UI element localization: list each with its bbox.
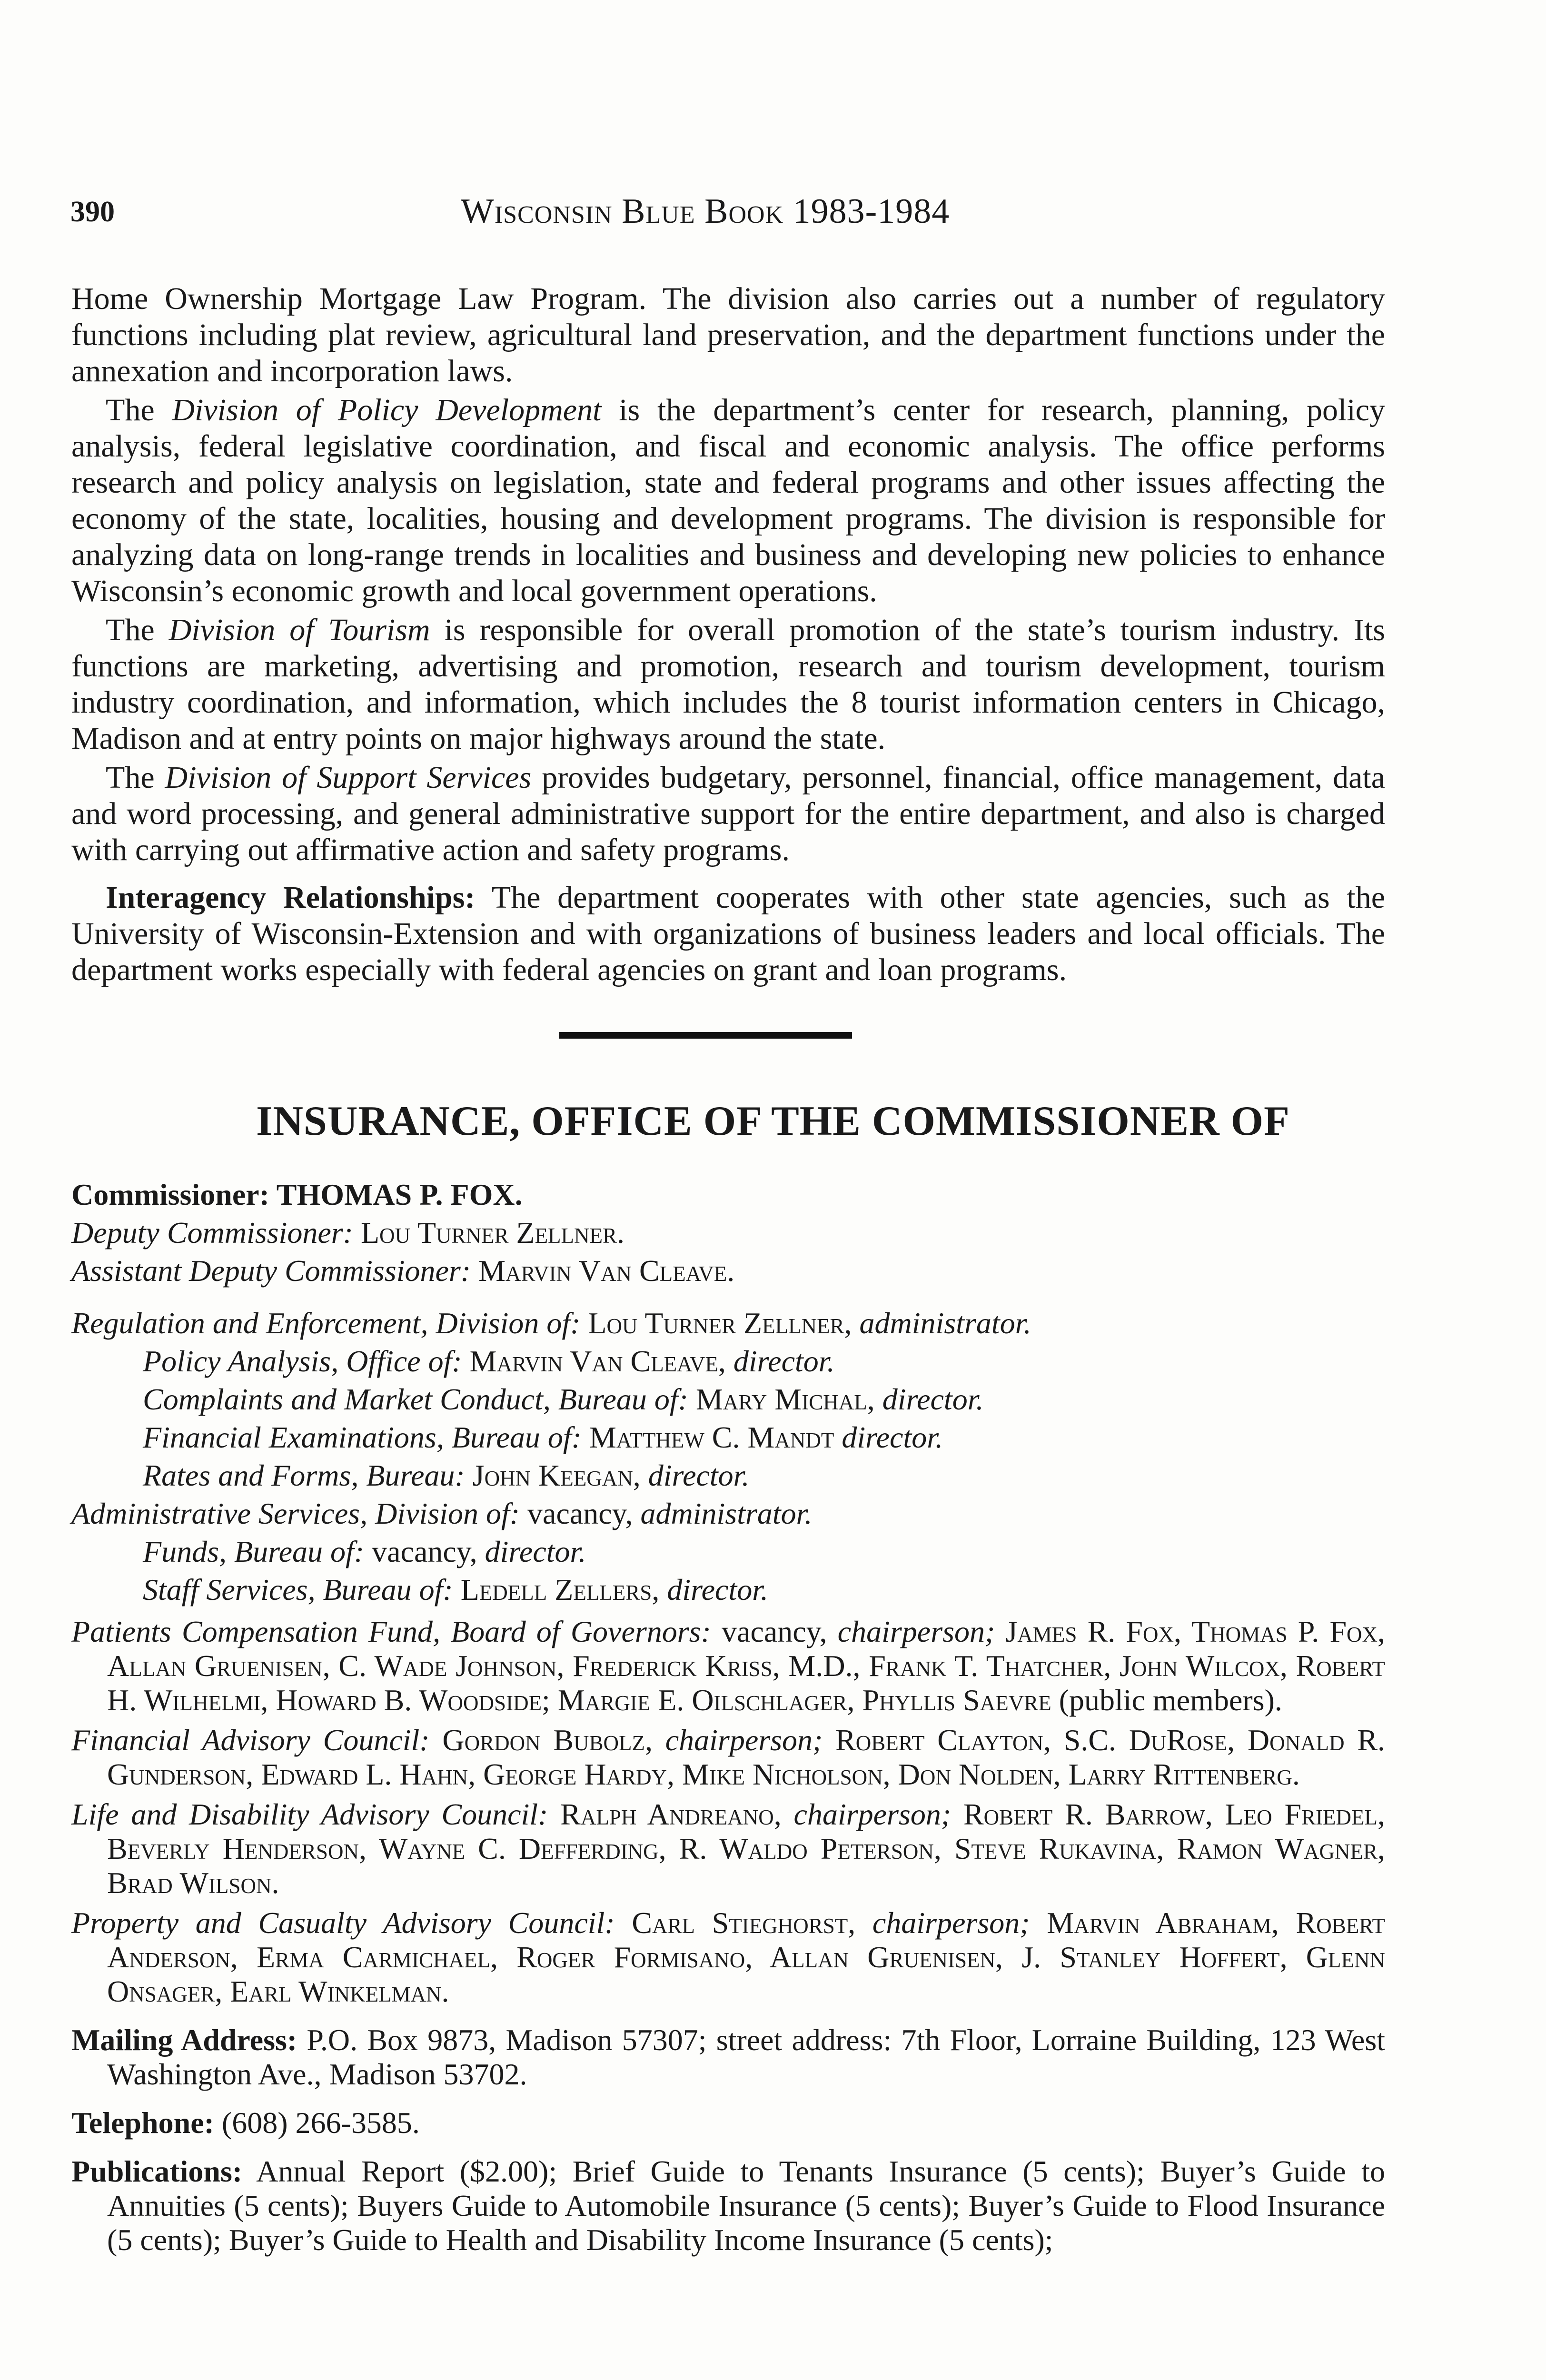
agency-directory xyxy=(71,1176,1385,2257)
section-heading: INSURANCE, OFFICE OF THE COMMISSIONER OF xyxy=(256,1098,1290,1144)
staff-services-bureau: Staff Services, Bureau of: Ledell Zellers, director. xyxy=(143,1573,769,1606)
page-number: 390 xyxy=(70,196,115,228)
division-name: Division of Tourism xyxy=(168,613,430,647)
paragraph-policy-development: The Division of Policy Development is the department’s center for research, planning, policy analysis, federal legislative coordination, and fiscal and economic analysis. The office performs research and policy analysis on legislation, state and federal programs and other issues affecting the economy of the state, localities, housing and development programs. The division is responsible for analyzing data on long-range trends in localities and business and developing new policies to enhance Wisconsin’s economic growth and local government operations. xyxy=(71,393,1385,608)
publications: Publications: Annual Report ($2.00); Brief Guide to Tenants Insurance (5 cents); Buyer’s Guide to Annuities (5 cents); Buyers Guide to Automobile Insurance (5 cents); Buyer’s Guide to Flood Insurance (5 cents); Buyer’s Guide to Health and Disability Income Insurance (5 cents); xyxy=(71,2154,1385,2257)
division-name: Division of Policy Development xyxy=(172,393,602,427)
assistant-deputy-commissioner: Assistant Deputy Commissioner: Marvin Van Cleave. xyxy=(71,1254,735,1288)
division-name: Division of Support Services xyxy=(165,760,532,795)
financial-advisory-council: Financial Advisory Council: Gordon Bubolz, chairperson; Robert Clayton, S.C. DuRose, Donald R. Gunderson, Edward L. Hahn, George Hardy, Mike Nicholson, Don Nolden, Larry Rittenberg. xyxy=(71,1723,1386,1791)
paragraph-continued: Home Ownership Mortgage Law Program. The division also carries out a number of regulatory functions including plat review, agricultural land preservation, and the department functions under the annexation and incorporation laws. xyxy=(71,281,1385,388)
deputy-commissioner: Deputy Commissioner: Lou Turner Zellner. xyxy=(71,1216,625,1250)
patients-compensation-board: Patients Compensation Fund, Board of Governors: vacancy, chairperson; James R. Fox, Thomas P. Fox, Allan Gruenisen, C. Wade Johnson, Frederick Kriss, M.D., Frank T. Thatcher, John Wilcox, Robert H. Wilhelmi, Howard B. Woodside; Margie E. Oilschlager, Phyllis Saevre (public members). xyxy=(71,1615,1386,1717)
regulation-division: Regulation and Enforcement, Division of: Lou Turner Zellner, administrator. xyxy=(71,1306,1031,1340)
life-disability-advisory-council: Life and Disability Advisory Council: Ralph Andreano, chairperson; Robert R. Barrow, Leo Friedel, Beverly Henderson, Wayne C. Defferding, R. Waldo Peterson, Steve Rukavina, Ramon Wagner, Brad Wilson. xyxy=(71,1797,1385,1900)
interagency-label: Interagency Relationships: xyxy=(106,880,476,915)
property-casualty-advisory-council: Property and Casualty Advisory Council: Carl Stieghorst, chairperson; Marvin Abraham, Robert Anderson, Erma Carmichael, Roger Formisano, Allan Gruenisen, J. Stanley Hoffert, Glenn Onsager, Earl Winkelman. xyxy=(71,1906,1386,2008)
policy-analysis-office: Policy Analysis, Office of: Marvin Van Cleave, director. xyxy=(143,1344,835,1378)
paragraph-support-services: The Division of Support Services provides budgetary, personnel, financial, office management, data and word processing, and general administrative support for the entire department, and also is charged with carrying out affirmative action and safety programs. xyxy=(71,760,1385,867)
financial-examinations-bureau: Financial Examinations, Bureau of: Matthew C. Mandt director. xyxy=(143,1420,943,1454)
telephone: Telephone: (608) 266-3585. xyxy=(71,2106,420,2140)
body-text xyxy=(71,281,1385,988)
rates-forms-bureau: Rates and Forms, Bureau: John Keegan, director. xyxy=(143,1458,750,1492)
administrative-services-division: Administrative Services, Division of: vacancy, administrator. xyxy=(71,1497,813,1530)
section-divider xyxy=(559,1032,852,1039)
complaints-bureau: Complaints and Market Conduct, Bureau of: Mary Michal, director. xyxy=(143,1382,984,1416)
paragraph-tourism: The Division of Tourism is responsible for overall promotion of the state’s tourism industry. Its functions are marketing, advertising and promotion, research and tourism development, tourism industry coordination, and information, which includes the 8 tourist information centers in Chicago, Madison and at entry points on major highways around the state. xyxy=(71,613,1386,756)
funds-bureau: Funds, Bureau of: vacancy, director. xyxy=(143,1535,586,1568)
page-header xyxy=(70,192,1456,252)
mailing-address: Mailing Address: P.O. Box 9873, Madison 57307; street address: 7th Floor, Lorraine Building, 123 West Washington Ave., Madison 53702. xyxy=(71,2023,1386,2091)
commissioner: Commissioner: THOMAS P. FOX. xyxy=(71,1178,523,1211)
running-title: Wisconsin Blue Book 1983-1984 xyxy=(461,192,950,231)
paragraph-interagency: Interagency Relationships: The department cooperates with other state agencies, such as the University of Wisconsin-Extension and with organizations of business leaders and local officials. The department works especially with federal agencies on grant and loan programs. xyxy=(71,880,1385,987)
